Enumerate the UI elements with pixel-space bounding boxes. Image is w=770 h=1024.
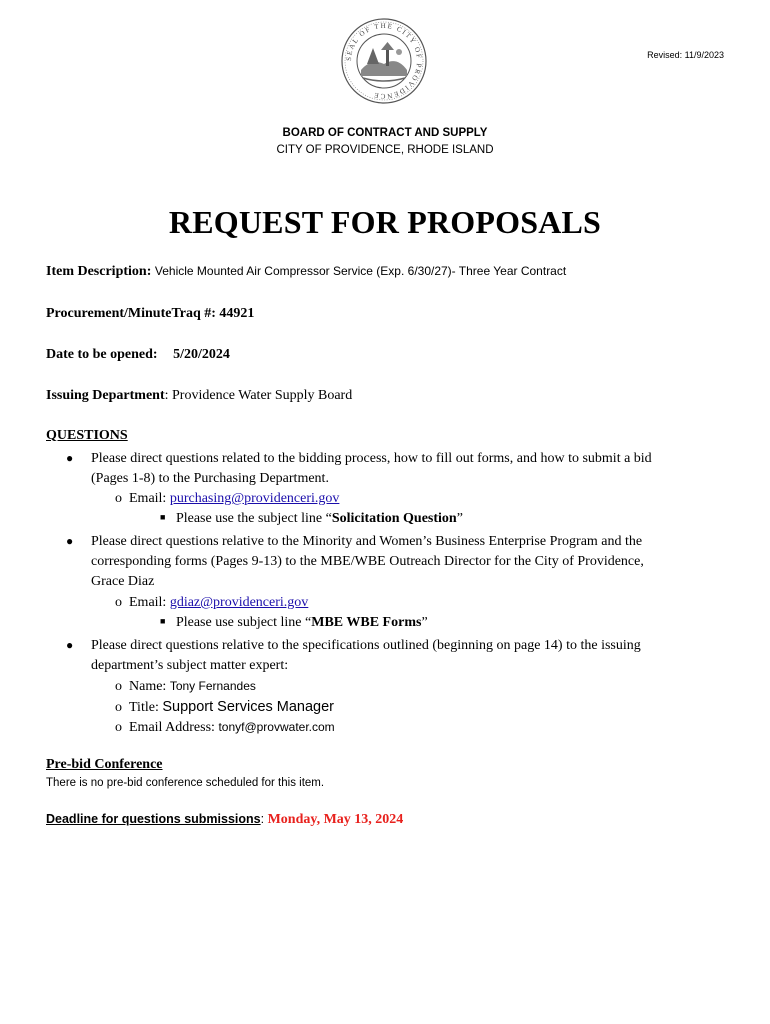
item-description-value: Vehicle Mounted Air Compressor Service (Exp. 6/30/27)- Three Year Contract: [154, 264, 567, 278]
deadline: Deadline for questions submissions: Monday, May 13, 2024: [46, 812, 404, 827]
issuing-department: [46, 388, 352, 404]
page-title: REQUEST FOR PROPOSALS: [168, 204, 602, 240]
bullet-square-icon: ■: [160, 616, 166, 626]
bullet-disc-icon: ●: [66, 534, 74, 548]
contact-title: o Title: Support Services Manager: [115, 699, 335, 715]
deadline-date: Monday, May 13, 2024: [267, 812, 404, 827]
city-seal-icon: [341, 18, 427, 104]
bullet-disc-icon: ●: [66, 638, 74, 652]
revised-date: Revised: 11/9/2023: [647, 50, 724, 60]
procurement-label: Procurement/MinuteTraq #:: [46, 306, 216, 321]
bullet-square-icon: ■: [160, 512, 166, 522]
item-description-label: Item Description:: [46, 264, 152, 279]
date-opened-value: 5/20/2024: [173, 347, 230, 362]
bullet-circle-icon: o: [115, 679, 122, 694]
question-1-line-2: (Pages 1-8) to the Purchasing Department.: [91, 471, 329, 486]
issuing-department-value: : Providence Water Supply Board: [164, 388, 353, 403]
prebid-text: There is no pre-bid conference scheduled for this item.: [46, 777, 325, 789]
question-3-line-1: Please direct questions relative to the specifications outlined (beginning on page 14) to the issuing: [91, 638, 641, 653]
item-description: [46, 264, 566, 280]
question-2-line-3: Grace Diaz: [91, 574, 155, 589]
city-name: CITY OF PROVIDENCE, RHODE ISLAND: [276, 144, 494, 156]
question-1-email: o Email: purchasing@providenceri.gov: [115, 491, 340, 506]
bullet-circle-icon: o: [115, 700, 122, 715]
bullet-circle-icon: o: [115, 720, 122, 735]
prebid-heading: Pre-bid Conference: [46, 757, 163, 772]
question-1-line-1: Please direct questions related to the bidding process, how to fill out forms, and how to submit a bid: [91, 451, 652, 466]
contact-name: o Name: Tony Fernandes: [115, 679, 256, 694]
issuing-department-label: Issuing Department: [46, 388, 165, 403]
date-opened-label: Date to be opened:: [46, 347, 158, 362]
svg-text:SEAL OF THE CITY OF PROVIDENCE: SEAL OF THE CITY OF PROVIDENCE: [344, 21, 424, 101]
question-3-line-2: department’s subject matter expert:: [91, 658, 289, 673]
questions-heading: QUESTIONS: [46, 428, 128, 443]
bullet-disc-icon: ●: [66, 451, 74, 465]
mbe-email-link[interactable]: gdiaz@providenceri.gov: [169, 595, 309, 610]
purchasing-email-link[interactable]: purchasing@providenceri.gov: [169, 491, 340, 506]
question-2-subject: ■ Please use subject line “MBE WBE Forms”: [160, 615, 428, 630]
deadline-label: Deadline for questions submissions: [46, 812, 261, 826]
board-name: BOARD OF CONTRACT AND SUPPLY: [282, 127, 488, 139]
question-1-subject: ■ Please use the subject line “Solicitation Question”: [160, 511, 463, 526]
question-2-email: o Email: gdiaz@providenceri.gov: [115, 595, 309, 610]
question-2-line-1: Please direct questions relative to the Minority and Women’s Business Enterprise Program and the: [91, 534, 643, 549]
question-2-line-2: corresponding forms (Pages 9-13) to the MBE/WBE Outreach Director for the City of Providence,: [91, 554, 644, 569]
procurement-number: [46, 306, 254, 322]
bullet-circle-icon: o: [115, 491, 122, 506]
procurement-value: 44921: [219, 306, 255, 321]
date-opened: [46, 347, 230, 363]
contact-email: o Email Address: tonyf@provwater.com: [115, 720, 335, 735]
bullet-circle-icon: o: [115, 595, 122, 610]
